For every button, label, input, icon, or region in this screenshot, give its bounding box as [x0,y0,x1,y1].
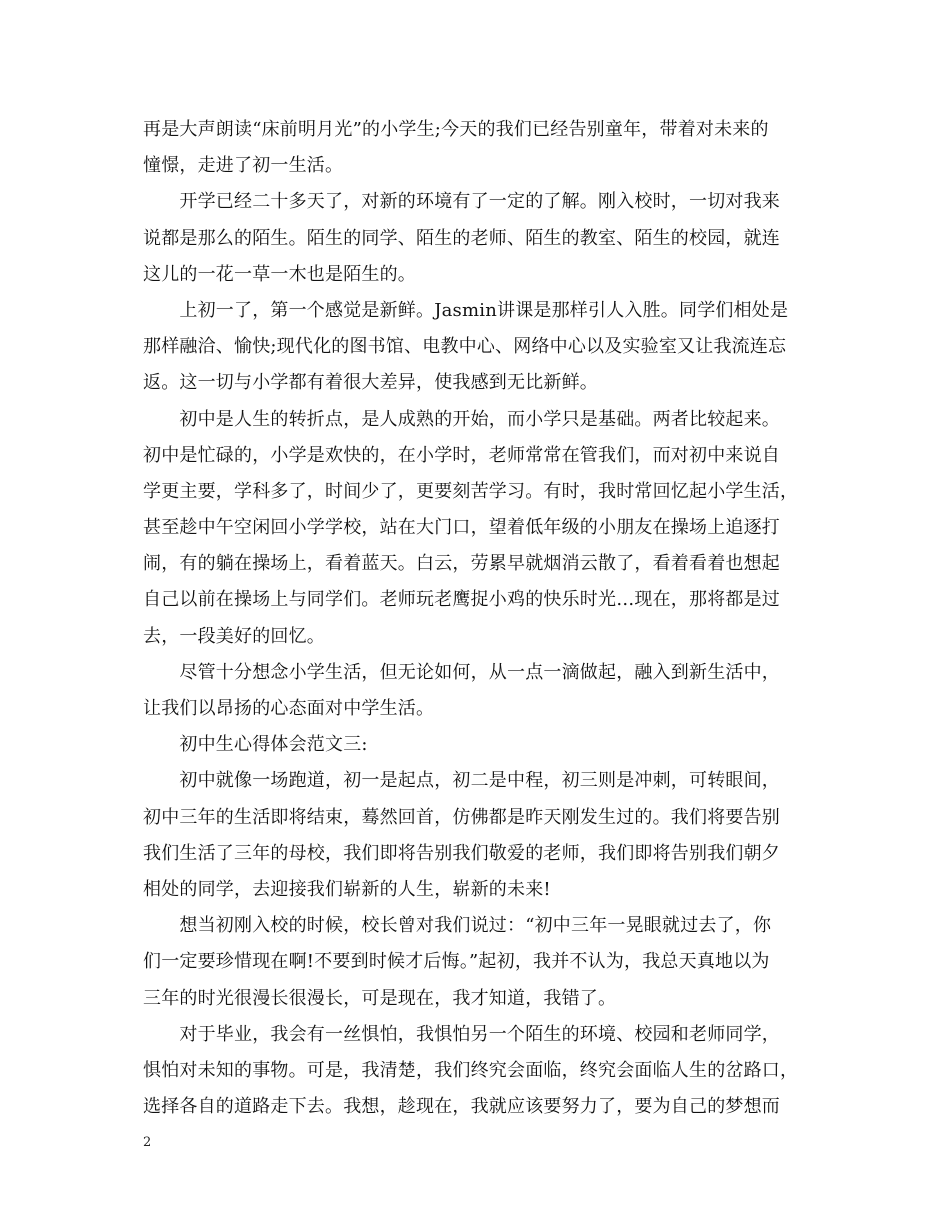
text-line: 三年的时光很漫长很漫长，可是现在，我才知道，我错了。 [143,987,617,1009]
text-line: 返。这一切与小学都有着很大差异，使我感到无比新鲜。 [143,372,598,394]
document-body [143,112,823,1125]
text-line: 那样融洽、愉快;现代化的图书馆、电教中心、网络中心以及实验室又让我流连忘 [143,336,787,358]
text-line: 让我们以昂扬的心态面对中学生活。 [143,698,435,719]
text-line: 闹，有的躺在操场上，看着蓝天。白云，劳累早就烟消云散了，看着看着也想起 [143,553,780,575]
text-line: 甚至趁中午空闲回小学学校，站在大门口，望着低年级的小朋友在操场上追逐打 [143,517,780,539]
page-number: 2 [143,1135,152,1150]
text-line: 初中是忙碌的，小学是欢快的，在小学时，老师常常在管我们，而对初中来说自 [143,444,780,466]
section-heading: 初中生心得体会范文三: [143,734,368,756]
text-line: 学更主要，学科多了，时间少了，更要刻苦学习。有时，我时常回忆起小学生活， [143,480,799,502]
text-line: 们一定要珍惜现在啊!不要到时候才后悔。”起初，我并不认为，我总天真地以为 [143,951,770,973]
text-line: 上初一了，第一个感觉是新鲜。Jasmin讲课是那样引人入胜。同学们相处是 [143,299,789,321]
text-line: 尽管十分想念小学生活，但无论如何，从一点一滴做起，融入到新生活中， [143,661,780,683]
text-line: 再是大声朗读“床前明月光”的小学生;今天的我们已经告别童年，带着对未来的 [143,119,769,140]
text-line: 我们生活了三年的母校，我们即将告别我们敬爱的老师，我们即将告别我们朝夕 [143,842,780,864]
text-line: 自己以前在操场上与同学们。老师玩老鹰捉小鸡的快乐时光…现在，那将都是过 [143,589,780,611]
text-line: 想当初刚入校的时候，校长曾对我们说过：“初中三年一晃眼就过去了，你 [143,915,772,937]
text-line: 说都是那么的陌生。陌生的同学、陌生的老师、陌生的教室、陌生的校园，就连 [143,227,780,249]
text-line: 对于毕业，我会有一丝惧怕，我惧怕另一个陌生的环境、校园和老师同学， [143,1023,780,1045]
text-line: 选择各自的道路走下去。我想，趁现在，我就应该要努力了，要为自己的梦想而 [143,1096,780,1118]
text-line: 相处的同学，去迎接我们崭新的人生，崭新的未来! [143,878,551,900]
text-line: 憧憬，走进了初一生活。 [143,155,344,177]
text-line: 这儿的一花一草一木也是陌生的。 [143,263,416,285]
text-line: 初中三年的生活即将结束，蓦然回首，仿佛都是昨天刚发生过的。我们将要告别 [143,806,780,828]
text-line: 初中是人生的转折点，是人成熟的开始，而小学只是基础。两者比较起来。 [143,408,780,430]
text-line: 去，一段美好的回忆。 [143,625,325,647]
text-line: 惧怕对未知的事物。可是，我清楚，我们终究会面临，终究会面临人生的岔路口， [143,1059,799,1081]
text-line: 开学已经二十多天了，对新的环境有了一定的了解。刚入校时，一切对我来 [143,191,780,213]
text-line: 初中就像一场跑道，初一是起点，初二是中程，初三则是冲刺，可转眼间， [143,770,780,792]
